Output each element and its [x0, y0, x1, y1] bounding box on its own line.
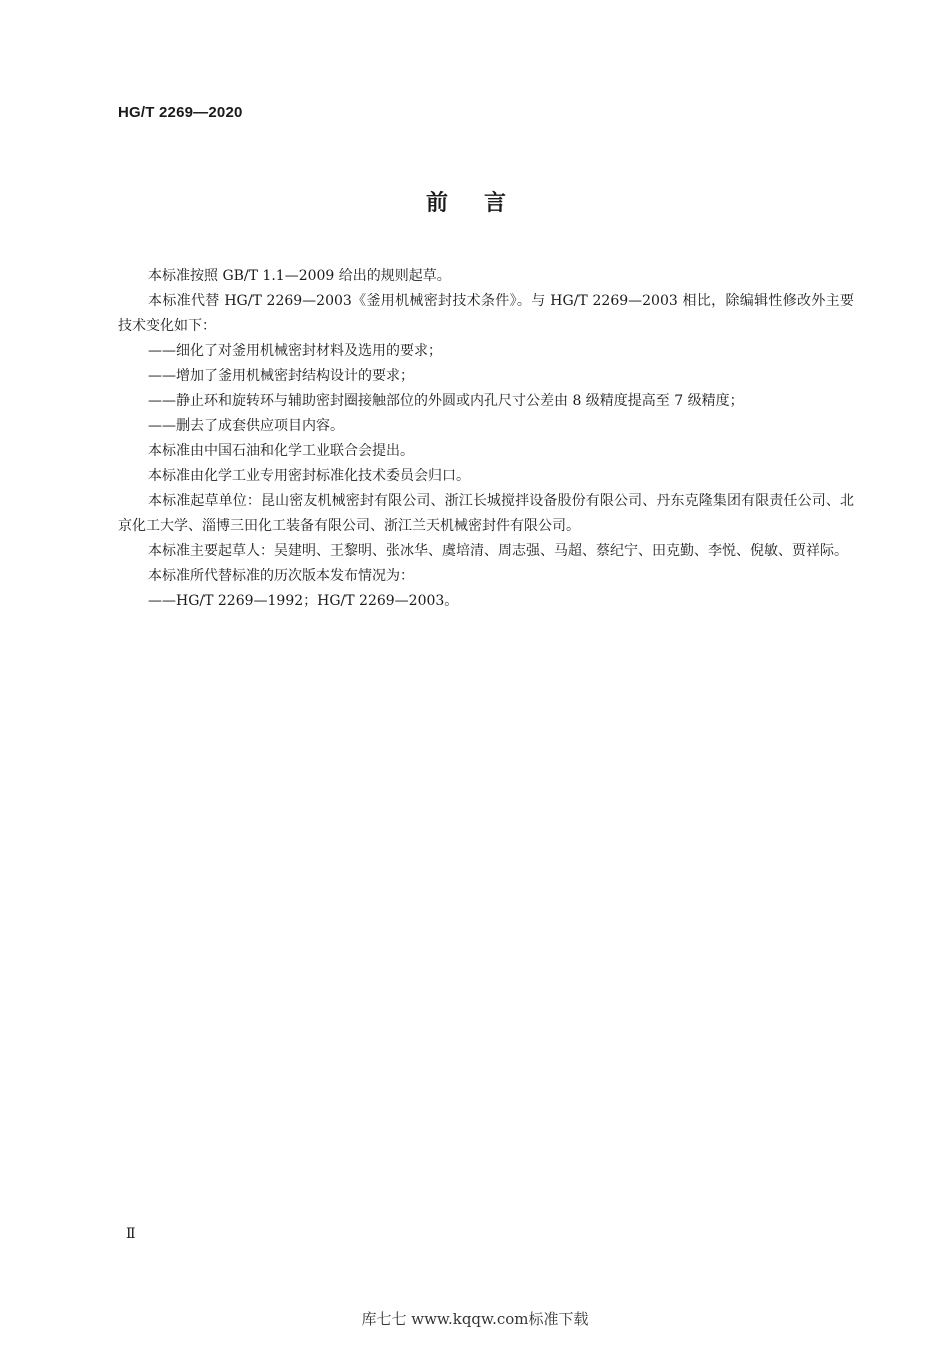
paragraph: 本标准起草单位：昆山密友机械密封有限公司、浙江长城搅拌设备股份有限公司、丹东克隆集团有限责任公司、北京化工大学、淄博三田化工装备有限公司、浙江兰天机械密封件有限公司。: [118, 493, 854, 534]
page-title: 前言: [425, 191, 542, 216]
paragraph: 本标准按照 GB/T 1.1—2009 给出的规则起草。: [148, 268, 451, 284]
list-item: ——删去了成套供应项目内容。: [148, 418, 344, 434]
list-item: ——静止环和旋转环与辅助密封圈接触部位的外圆或内孔尺寸公差由 8 级精度提高至 7 级精度；: [148, 393, 744, 409]
paragraph: 本标准代替 HG/T 2269—2003《釜用机械密封技术条件》。与 HG/T 2269—2003 相比，除编辑性修改外主要技术变化如下：: [118, 293, 854, 334]
list-item: ——增加了釜用机械密封结构设计的要求；: [148, 368, 414, 384]
paragraph: 本标准由中国石油和化学工业联合会提出。: [148, 443, 414, 459]
paragraph: 本标准主要起草人：吴建明、王黎明、张冰华、虞培清、周志强、马超、蔡纪宁、田克勤、李悦、倪敏、贾祥际。: [148, 543, 848, 559]
paragraph: 本标准由化学工业专用密封标准化技术委员会归口。: [148, 468, 470, 484]
footer-watermark: 库七七 www.kqqw.com标准下载: [361, 1310, 589, 1328]
foreword-content: [118, 264, 854, 614]
paragraph: 本标准所代替标准的历次版本发布情况为：: [148, 568, 414, 584]
list-item: ——细化了对釜用机械密封材料及选用的要求；: [148, 343, 442, 359]
standard-code: HG/T 2269—2020: [118, 104, 243, 121]
list-item: ——HG/T 2269—1992；HG/T 2269—2003。: [148, 593, 459, 609]
page-number: Ⅱ: [126, 1226, 136, 1242]
